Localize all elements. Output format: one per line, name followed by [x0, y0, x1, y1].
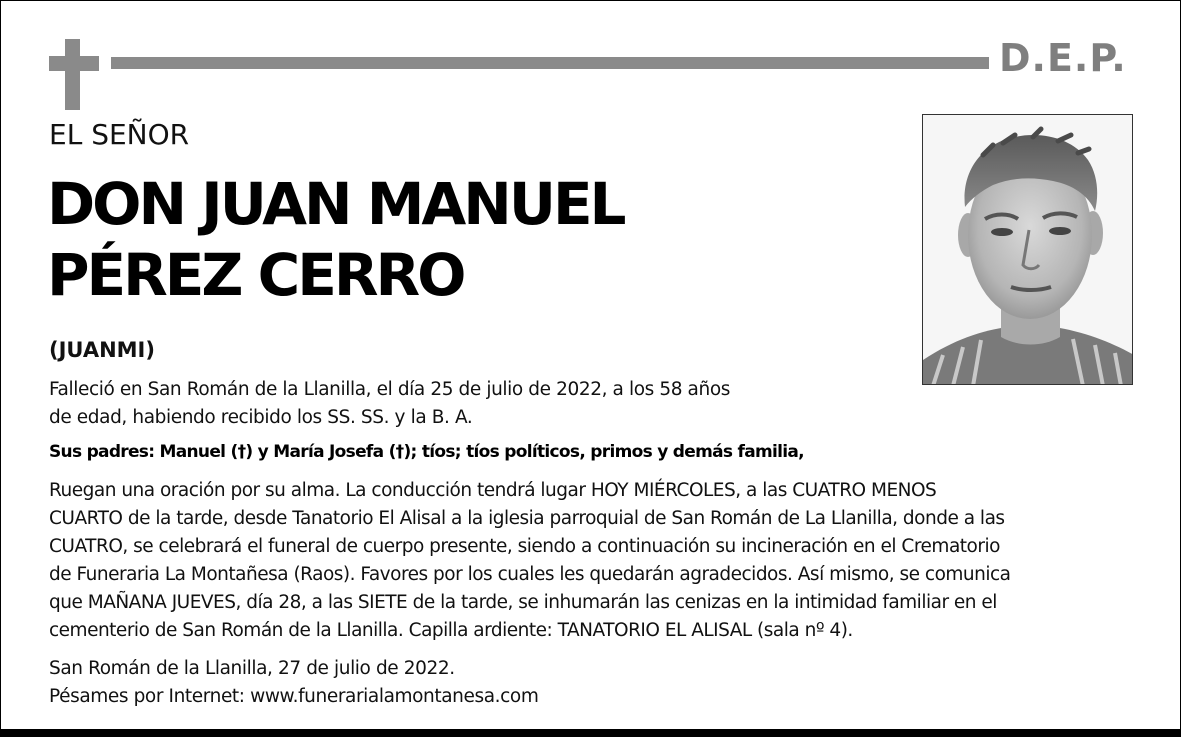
service-details [49, 477, 1159, 645]
bottom-border [1, 729, 1180, 736]
cross-horizontal-bar [49, 56, 99, 71]
death-notice [49, 376, 849, 432]
portrait-image [923, 115, 1133, 385]
name-line-1: DON JUAN MANUEL [47, 170, 624, 238]
portrait-photo [922, 114, 1133, 385]
service-line-5: que MAÑANA JUEVES, día 28, a las SIETE de la tarde, se inhumarán las cenizas en la intimidad familiar en el [49, 592, 997, 613]
cross-vertical-bar [65, 39, 80, 110]
name-line-2: PÉREZ CERRO [47, 241, 464, 309]
family-members: Sus padres: Manuel (†) y María Josefa (†); tíos; tíos políticos, primos y demás familia, [49, 442, 804, 462]
closing [49, 655, 538, 711]
honorific: EL SEÑOR [49, 118, 190, 151]
service-line-1: Ruegan una oración por su alma. La conducción tendrá lugar HOY MIÉRCOLES, a las CUATRO MENOS [49, 480, 937, 501]
deceased-name [47, 169, 624, 311]
dep-heading: D.E.P. [999, 36, 1127, 80]
death-notice-line-1: Falleció en San Román de la Llanilla, el día 25 de julio de 2022, a los 58 años [49, 379, 730, 400]
service-line-3: CUATRO, se celebrará el funeral de cuerpo presente, siendo a continuación su incineración en el Crematorio [49, 536, 1000, 557]
service-line-4: de Funeraria La Montañesa (Raos). Favores por los cuales les quedarán agradecidos. Así mismo, se comunica [49, 564, 1011, 585]
place-date: San Román de la Llanilla, 27 de julio de 2022. [49, 658, 455, 679]
condolences-link[interactable]: Pésames por Internet: www.funerarialamontanesa.com [49, 686, 539, 707]
nickname: (JUANMI) [49, 338, 155, 362]
service-line-6: cementerio de San Román de la Llanilla. Capilla ardiente: TANATORIO EL ALISAL (sala nº 4). [49, 620, 853, 641]
death-notice-line-2: de edad, habiendo recibido los SS. SS. y la B. A. [49, 407, 473, 428]
service-line-2: CUARTO de la tarde, desde Tanatorio El Alisal a la iglesia parroquial de San Román de La Llanilla, donde a las [49, 508, 1005, 529]
header-rule [111, 57, 989, 69]
